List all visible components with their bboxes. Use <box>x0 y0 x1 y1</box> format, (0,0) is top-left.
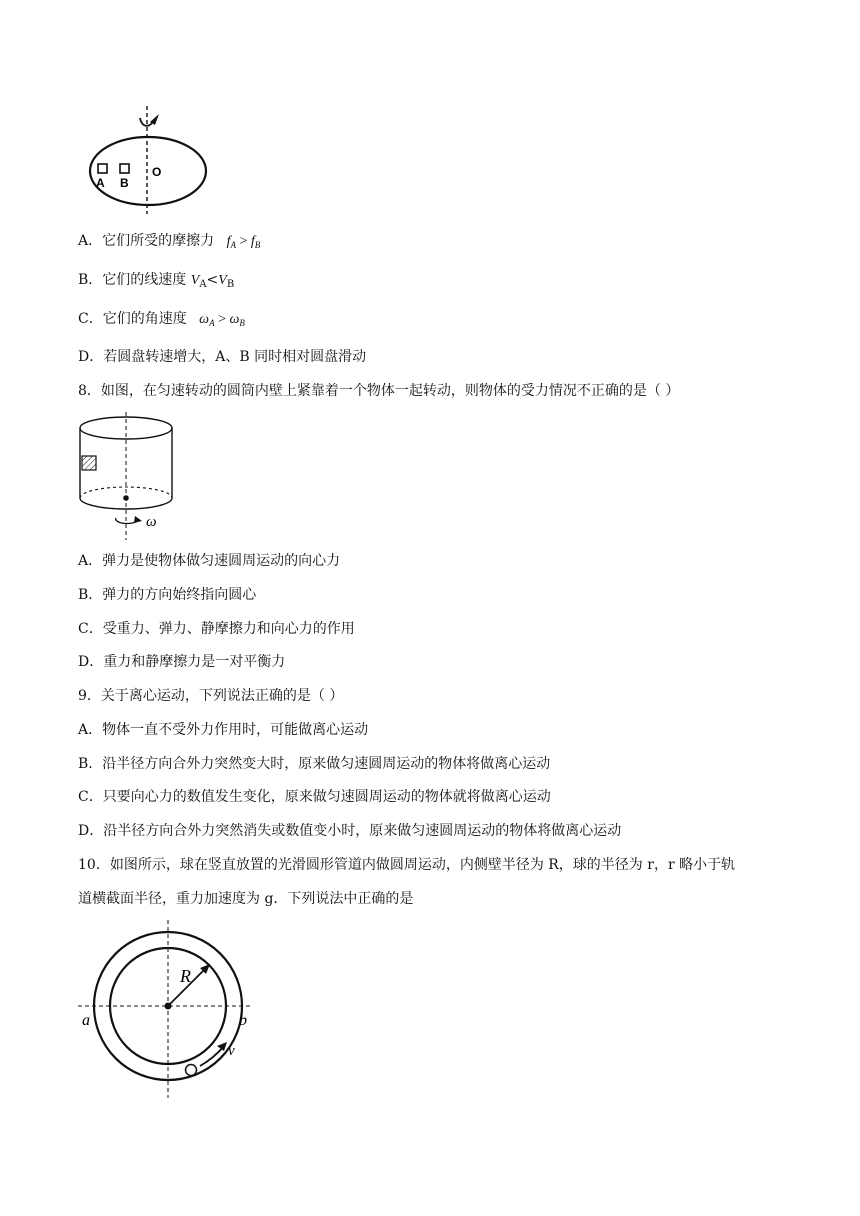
q9-option-b: B．沿半径方向合外力突然变大时，原来做匀速圆周运动的物体将做离心运动 <box>78 756 551 772</box>
rotating-cylinder-diagram <box>76 410 186 542</box>
q9-option-d: D．沿半径方向合外力突然消失或数值变小时，原来做匀速圆周运动的物体将做离心运动 <box>78 823 622 839</box>
q9-option-a: A．物体一直不受外力作用时，可能做离心运动 <box>78 722 369 738</box>
block-a-label: A <box>96 176 105 190</box>
object-block <box>82 456 96 470</box>
q8-option-b: B．弹力的方向始终指向圆心 <box>78 587 257 603</box>
q7-option-b <box>78 270 234 295</box>
omega-label: ω <box>146 514 157 530</box>
point-a-label: a <box>82 1012 90 1029</box>
circular-tube-diagram <box>76 918 266 1103</box>
velocity-label: v <box>228 1043 235 1059</box>
block-b <box>120 164 129 173</box>
q7-option-c-text: C．它们的角速度 <box>78 311 187 327</box>
q7-option-a-formula: $f_A > f_B$ <box>226 234 261 250</box>
center-o-label: O <box>152 165 162 179</box>
q10-stem-line2: 道横截面半径，重力加速度为 g．下列说法中正确的是 <box>78 891 414 907</box>
q8-option-d: D．重力和静摩擦力是一对平衡力 <box>78 654 286 670</box>
q8-option-a: A．弹力是使物体做匀速圆周运动的向心力 <box>78 553 341 569</box>
q7-option-d: D．若圆盘转速增大，A、B 同时相对圆盘滑动 <box>78 349 367 365</box>
radius-label: R <box>180 966 191 986</box>
circular-tube-figure <box>76 918 266 1103</box>
block-a <box>98 164 107 173</box>
velocity-arrow-line <box>200 1046 224 1066</box>
q10-stem-line1: 10．如图所示，球在竖直放置的光滑圆形管道内做圆周运动，内侧壁半径为 R，球的半径为 r，r 略小于轨 <box>78 857 736 873</box>
q9-stem: 9．关于离心运动，下列说法正确的是（ ） <box>78 688 344 704</box>
point-b-label: b <box>239 1012 247 1029</box>
ball <box>186 1065 197 1076</box>
omega-arrow-head <box>134 516 142 523</box>
block-b-label: B <box>120 176 129 190</box>
q7-option-a-text: A．它们所受的摩擦力 <box>78 233 215 249</box>
q8-stem: 8．如图，在匀速转动的圆筒内壁上紧靠着一个物体一起转动，则物体的受力情况不正确的是（ ） <box>78 383 680 399</box>
rotating-disc-diagram <box>84 106 214 216</box>
q7-option-b-text: B．它们的线速度 <box>78 272 191 288</box>
q7-option-c-formula: $\omega_A > \omega_B$ <box>199 312 245 328</box>
q8-option-c: C．受重力、弹力、静摩擦力和向心力的作用 <box>78 621 355 637</box>
q9-option-c: C．只要向心力的数值发生变化，原来做匀速圆周运动的物体就将做离心运动 <box>78 789 551 805</box>
q7-option-a <box>78 231 260 255</box>
rotating-disc-figure <box>84 106 214 216</box>
rotating-cylinder-figure <box>76 410 186 542</box>
q7-option-b-formula: $V_A<V_B$ <box>190 272 235 290</box>
q7-option-c <box>78 309 245 333</box>
bottom-center-dot <box>123 495 129 501</box>
